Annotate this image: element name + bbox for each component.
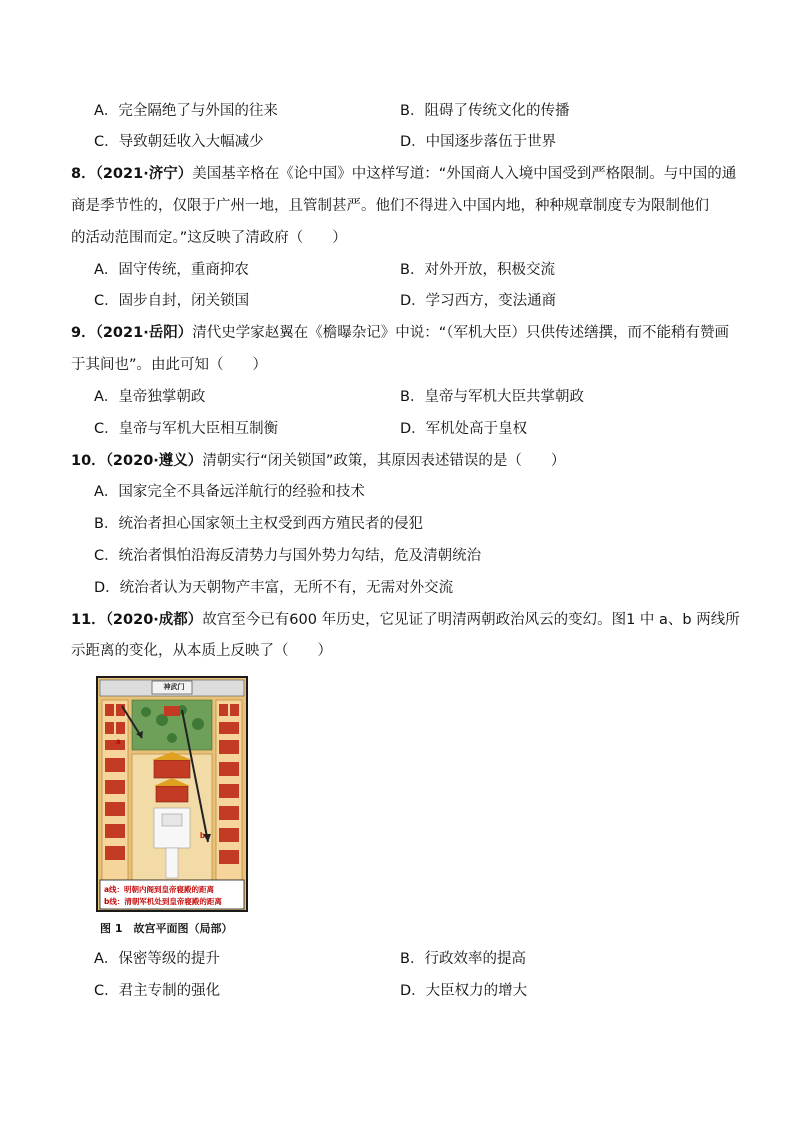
q8-text: 美国基辛格在《论中国》中这样写道：“外国商人入境中国受到严格限制。与中国的通 [192,166,737,182]
q9-stem-line2: 于其间也”。由此可知（ ） [71,357,268,373]
q11-option-a: A．保密等级的提升 [94,951,220,967]
q7-option-d: D．中国逐步落伍于世界 [400,134,557,150]
q9-number: 9． [71,325,96,341]
q10-source: （2020·遵义） [105,453,203,469]
palace-plan-figure [96,676,248,912]
q10-option-c: C．统治者惧怕沿海反清势力与国外势力勾结，危及清朝统治 [94,548,482,564]
q8-option-b: B．对外开放，积极交流 [400,262,555,278]
palace-plan-map [96,676,248,912]
svg-text:a: a [116,737,121,746]
q10-option-d: D．统治者认为天朝物产丰富，无所不有，无需对外交流 [94,580,454,596]
q8-option-c: C．固步自封，闭关锁国 [94,293,250,309]
q11-stem-line2: 示距离的变化，从本质上反映了（ ） [71,643,332,659]
q10-option-b: B．统治者担心国家领土主权受到西方殖民者的侵犯 [94,516,423,532]
q9-option-a: A．皇帝独掌朝政 [94,389,206,405]
q10-number: 10． [71,453,106,469]
map-hall-1 [154,760,190,778]
q7-option-b: B．阻碍了传统文化的传播 [400,103,570,119]
q9-stem-line1 [71,323,729,343]
q8-option-d: D．学习西方，变法通商 [400,293,557,309]
map-west-courtyards [102,700,128,880]
q10-text: 清朝实行“闭关锁国”政策，其原因表述错误的是（ ） [202,453,566,469]
map-gate-label: 神武门 [163,683,185,691]
q11-stem-line1 [71,610,740,630]
q9-option-d: D．军机处高于皇权 [400,421,528,437]
q7-option-c: C．导致朝廷收入大幅减少 [94,134,264,150]
q9-text: 清代史学家赵翼在《檐曝杂记》中说：“（军机大臣）只供传述缮撰，而不能稍有赞画 [192,325,729,341]
q10-stem-line1 [71,451,565,471]
q8-stem-line2: 商是季节性的，仅限于广州一地，且管制甚严。他们不得进入中国内地，种种规章制度专为限制他们 [71,198,709,214]
q8-source: （2021·济宁） [95,166,193,182]
q11-option-b: B．行政效率的提高 [400,951,526,967]
q9-source: （2021·岳阳） [95,325,193,341]
figure-caption: 图 1 故宫平面图（局部） [100,922,233,935]
map-hall-2 [156,786,188,802]
q9-option-c: C．皇帝与军机大臣相互制衡 [94,421,279,437]
q10-option-a: A．国家完全不具备远洋航行的经验和技术 [94,484,365,500]
q11-number: 11． [71,612,106,628]
map-east-courtyards [216,700,242,880]
q8-stem-line1 [71,164,736,184]
q11-source: （2020·成都） [105,612,203,628]
q8-number: 8． [71,166,96,182]
map-legend-a: a线：明朝内阁到皇帝寝殿的距离 [104,885,215,894]
q8-option-a: A．固守传统，重商抑农 [94,262,249,278]
q11-option-d: D．大臣权力的增大 [400,983,528,999]
q7-option-a: A．完全隔绝了与外国的往来 [94,103,278,119]
svg-text:b: b [200,831,205,840]
q8-stem-line3: 的活动范围而定。”这反映了清政府（ ） [71,230,347,246]
map-legend-b: b线：清朝军机处到皇帝寝殿的距离 [104,897,222,906]
q11-text: 故宫至今已有600 年历史，它见证了明清两朝政治风云的变幻。图1 中 a、b 两线所 [202,612,740,628]
q9-option-b: B．皇帝与军机大臣共掌朝政 [400,389,584,405]
q11-option-c: C．君主专制的强化 [94,983,221,999]
